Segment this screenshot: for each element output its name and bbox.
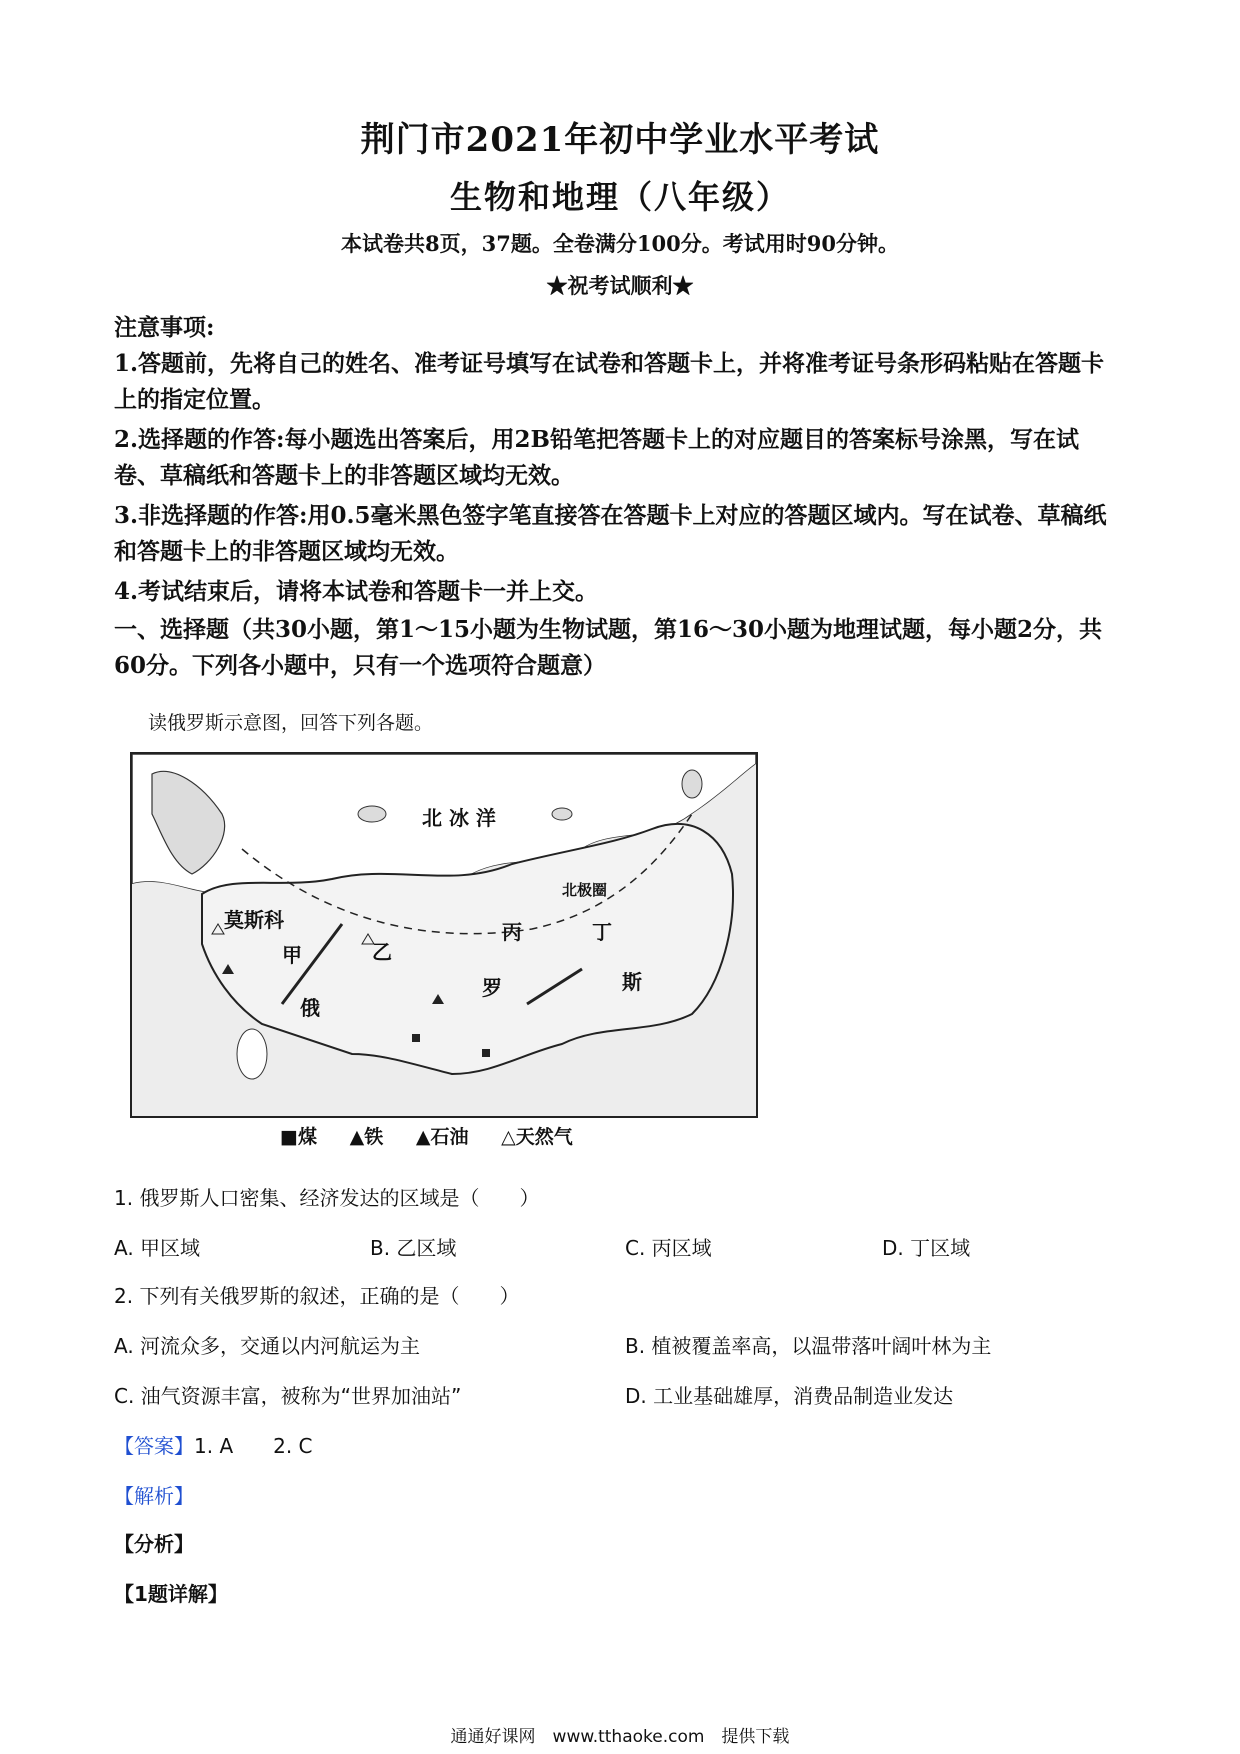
exam-info: 本试卷共8页，37题。全卷满分100分。考试用时90分钟。 <box>341 231 899 256</box>
map-label-moscow: 莫斯科 <box>224 908 284 932</box>
legend-iron: ▲铁 <box>349 1126 384 1148</box>
map-legend <box>280 1122 599 1149</box>
note-item-4: 4.考试结束后，请将本试卷和答题卡一并上交。 <box>114 578 599 605</box>
legend-gas: △天然气 <box>501 1126 573 1148</box>
legend-coal: ■煤 <box>280 1126 317 1148</box>
question-1-option-d: D. 丁区域 <box>882 1236 971 1260</box>
notes-heading: 注意事项: <box>114 314 215 341</box>
map-label-arctic-circle: 北极圈 <box>562 881 608 899</box>
page-footer: 通通好课网 www.tthaoke.com 提供下载 <box>450 1727 790 1747</box>
russia-map <box>130 752 758 1118</box>
question-2-option-c: C. 油气资源丰富，被称为“世界加油站” <box>114 1384 462 1408</box>
note-item-3: 3.非选择题的作答:用0.5毫米黑色签字笔直接答在答题卡上对应的答题区域内。写在试卷、草稿纸和答题卡上的非答题区域均无效。 <box>114 502 1107 565</box>
question-2-option-b: B. 植被覆盖率高，以温带落叶阔叶林为主 <box>625 1334 992 1358</box>
map-label-ocean: 北 冰 洋 <box>422 806 496 830</box>
map-label-e: 俄 <box>300 996 320 1020</box>
map-label-si: 斯 <box>622 970 642 994</box>
legend-oil: ▲石油 <box>415 1126 469 1148</box>
detail-heading: 【1题详解】 <box>114 1582 228 1606</box>
question-1-stem: 1. 俄罗斯人口密集、经济发达的区域是（ ） <box>114 1186 540 1210</box>
map-label-bing: 丙 <box>502 920 522 944</box>
map-intro: 读俄罗斯示意图，回答下列各题。 <box>148 712 434 734</box>
exam-title: 荆门市2021年初中学业水平考试 <box>360 120 880 160</box>
question-1-option-b: B. 乙区域 <box>370 1236 457 1260</box>
question-2-stem: 2. 下列有关俄罗斯的叙述，正确的是（ ） <box>114 1284 520 1308</box>
note-item-1: 1.答题前，先将自己的姓名、准考证号填写在试卷和答题卡上，并将准考证号条形码粘贴在答题卡上的指定位置。 <box>114 350 1105 413</box>
question-2-option-a: A. 河流众多，交通以内河航运为主 <box>114 1334 421 1358</box>
question-1-option-a: A. 甲区域 <box>114 1236 201 1260</box>
note-item-2: 2.选择题的作答:每小题选出答案后，用2B铅笔把答题卡上的对应题目的答案标号涂黑，写在试卷、草稿纸和答题卡上的非答题区域均无效。 <box>114 426 1079 489</box>
map-label-yi: 乙 <box>372 940 392 964</box>
map-label-ding: 丁 <box>592 920 612 944</box>
answer-line <box>114 1430 313 1459</box>
map-label-luo: 罗 <box>482 976 502 1000</box>
analysis-tag: 【解析】 <box>114 1484 194 1508</box>
question-1-option-c: C. 丙区域 <box>625 1236 712 1260</box>
analysis-heading: 【分析】 <box>114 1532 194 1556</box>
map-label-jia: 甲 <box>282 943 302 967</box>
exam-wish: ★祝考试顺利★ <box>546 273 694 298</box>
exam-subtitle: 生物和地理（八年级） <box>449 178 790 216</box>
section-heading: 一、选择题（共30小题，第1～15小题为生物试题，第16～30小题为地理试题，每小题2分，共60分。下列各小题中，只有一个选项符合题意） <box>114 616 1103 679</box>
answer-tag: 【答案】 <box>114 1434 194 1458</box>
question-2-option-d: D. 工业基础雄厚，消费品制造业发达 <box>625 1384 954 1408</box>
answer-value: 1. A 2. C <box>194 1434 313 1458</box>
